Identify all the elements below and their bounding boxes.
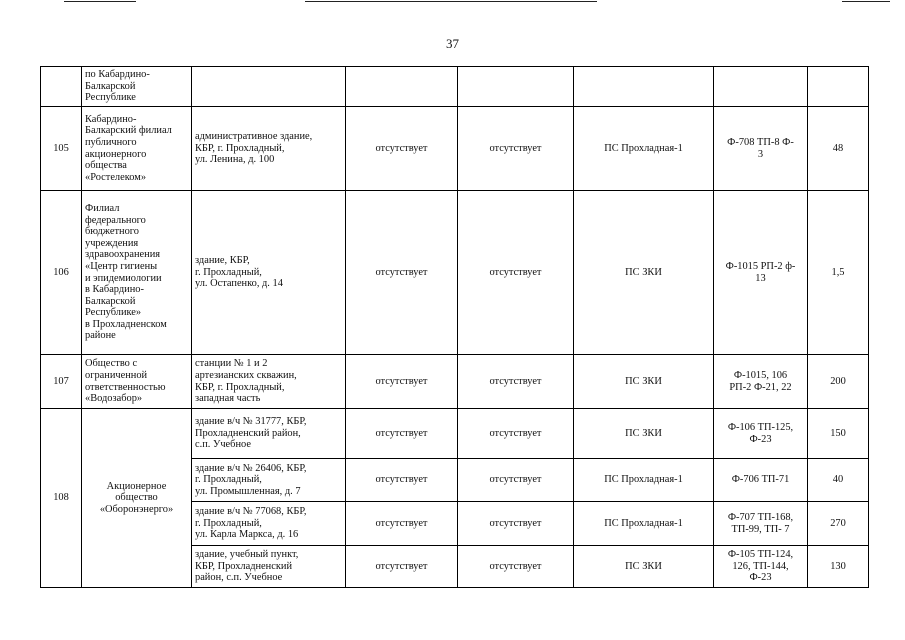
cell-address bbox=[192, 355, 346, 409]
cell-number-text: 105 bbox=[53, 142, 69, 154]
cell-address-text: станции № 1 и 2 артезианских скважин, КБР, г. Прохладный, западная часть bbox=[195, 358, 297, 405]
cell-value-text: 150 bbox=[830, 427, 846, 439]
cell-status-2 bbox=[458, 409, 574, 459]
cell-organization-text: Кабардино- Балкарский филиал публичного акционерного общества «Ростелеком» bbox=[85, 113, 172, 183]
cell-status-1 bbox=[346, 546, 458, 588]
cell-address-text: здание в/ч № 31777, КБР, Прохладненский район, с.п. Учебное bbox=[195, 416, 307, 451]
cell-address bbox=[192, 502, 346, 546]
cell-address bbox=[192, 67, 346, 107]
cell-status-2 bbox=[458, 355, 574, 409]
cell-substation bbox=[574, 107, 714, 191]
table-row bbox=[41, 67, 869, 107]
cell-address bbox=[192, 191, 346, 355]
top-rule-right bbox=[842, 1, 890, 2]
cell-value-text: 130 bbox=[830, 560, 846, 572]
cell-feeder-text: Ф-105 ТП-124, 126, ТП-144, Ф-23 bbox=[727, 549, 794, 584]
cell-address-text: здание в/ч № 77068, КБР, г. Прохладный, ул. Карла Маркса, д. 16 bbox=[195, 506, 307, 541]
cell-value bbox=[808, 107, 869, 191]
cell-status-2-text: отсутствует bbox=[489, 427, 542, 439]
cell-number bbox=[41, 409, 82, 588]
cell-substation-text: ПС ЗКИ bbox=[625, 427, 662, 439]
cell-status-1 bbox=[346, 502, 458, 546]
cell-status-1-text: отсутствует bbox=[375, 142, 428, 154]
cell-feeder bbox=[714, 459, 808, 502]
cell-status-1 bbox=[346, 409, 458, 459]
cell-number bbox=[41, 67, 82, 107]
cell-substation bbox=[574, 546, 714, 588]
cell-value bbox=[808, 502, 869, 546]
cell-substation bbox=[574, 409, 714, 459]
cell-value-text: 1,5 bbox=[831, 266, 845, 278]
cell-status-2 bbox=[458, 191, 574, 355]
cell-substation bbox=[574, 67, 714, 107]
cell-address-text: здание в/ч № 26406, КБР, г. Прохладный, ул. Промышленная, д. 7 bbox=[195, 462, 307, 497]
cell-substation bbox=[574, 355, 714, 409]
cell-feeder bbox=[714, 355, 808, 409]
page-number: 37 bbox=[446, 36, 459, 51]
cell-status-1-text: отсутствует bbox=[375, 517, 428, 529]
cell-number bbox=[41, 355, 82, 409]
cell-substation bbox=[574, 459, 714, 502]
cell-substation bbox=[574, 191, 714, 355]
cell-address bbox=[192, 546, 346, 588]
cell-value-text: 40 bbox=[832, 474, 844, 486]
cell-status-1 bbox=[346, 191, 458, 355]
cell-organization-text: по Кабардино- Балкарской Республике bbox=[85, 69, 150, 104]
cell-feeder bbox=[714, 546, 808, 588]
cell-substation-text: ПС ЗКИ bbox=[625, 266, 662, 278]
cell-status-1-text: отсутствует bbox=[375, 560, 428, 572]
table-row bbox=[41, 355, 869, 409]
cell-status-2-text: отсутствует bbox=[489, 560, 542, 572]
cell-feeder bbox=[714, 409, 808, 459]
cell-status-1 bbox=[346, 355, 458, 409]
cell-substation-text: ПС ЗКИ bbox=[625, 375, 662, 387]
cell-address bbox=[192, 107, 346, 191]
cell-status-1 bbox=[346, 459, 458, 502]
top-rule-center bbox=[305, 1, 597, 2]
cell-substation-text: ПС ЗКИ bbox=[625, 560, 662, 572]
cell-substation-text: ПС Прохладная-1 bbox=[604, 142, 683, 154]
objects-table bbox=[40, 66, 869, 588]
cell-feeder-text: Ф-707 ТП-168, ТП-99, ТП- 7 bbox=[727, 511, 794, 535]
cell-feeder-text: Ф-708 ТП-8 Ф- 3 bbox=[727, 136, 794, 160]
cell-feeder bbox=[714, 67, 808, 107]
cell-address bbox=[192, 459, 346, 502]
cell-feeder bbox=[714, 502, 808, 546]
cell-value bbox=[808, 409, 869, 459]
cell-number bbox=[41, 191, 82, 355]
cell-status-2 bbox=[458, 67, 574, 107]
top-rule-left bbox=[64, 1, 136, 2]
cell-value bbox=[808, 67, 869, 107]
cell-organization-text: Филиал федерального бюджетного учреждения здравоохранения «Центр гигиены и эпидемиологии в Кабардино- Балкарской Республике» в Прохладненском районе bbox=[85, 202, 167, 342]
cell-substation-text: ПС Прохладная-1 bbox=[604, 474, 683, 486]
table-row bbox=[41, 191, 869, 355]
table-body bbox=[41, 67, 869, 588]
cell-value-text: 200 bbox=[830, 375, 846, 387]
cell-organization-text: Общество с ограниченной ответственностью «Водозабор» bbox=[85, 358, 166, 405]
cell-value bbox=[808, 546, 869, 588]
cell-substation bbox=[574, 502, 714, 546]
cell-status-2 bbox=[458, 459, 574, 502]
cell-address-text: административное здание, КБР, г. Прохладный, ул. Ленина, д. 100 bbox=[195, 131, 313, 166]
cell-number-text: 108 bbox=[53, 492, 69, 504]
cell-status-1-text: отсутствует bbox=[375, 427, 428, 439]
cell-address-text: здание, КБР, г. Прохладный, ул. Остапенко, д. 14 bbox=[195, 255, 283, 290]
cell-feeder-text: Ф-106 ТП-125, Ф-23 bbox=[727, 421, 794, 445]
cell-value-text: 270 bbox=[830, 517, 846, 529]
cell-number bbox=[41, 107, 82, 191]
cell-status-2 bbox=[458, 107, 574, 191]
cell-status-2-text: отсутствует bbox=[489, 375, 542, 387]
cell-status-2 bbox=[458, 546, 574, 588]
cell-substation-text: ПС Прохладная-1 bbox=[604, 517, 683, 529]
cell-value bbox=[808, 191, 869, 355]
cell-status-1-text: отсутствует bbox=[375, 474, 428, 486]
table-row bbox=[41, 107, 869, 191]
cell-address-text: здание, учебный пункт, КБР, Прохладненский район, с.п. Учебное bbox=[195, 549, 299, 584]
table-row bbox=[41, 409, 869, 459]
cell-organization bbox=[82, 107, 192, 191]
cell-feeder-text: Ф-1015, 106 РП-2 Ф-21, 22 bbox=[729, 369, 792, 393]
cell-number-text: 106 bbox=[53, 266, 69, 278]
cell-status-1 bbox=[346, 67, 458, 107]
cell-status-1-text: отсутствует bbox=[375, 375, 428, 387]
cell-feeder-text: Ф-706 ТП-71 bbox=[731, 474, 790, 486]
cell-address bbox=[192, 409, 346, 459]
cell-status-1 bbox=[346, 107, 458, 191]
cell-organization-text: Акционерное общество «Оборонэнерго» bbox=[99, 480, 174, 515]
cell-feeder bbox=[714, 191, 808, 355]
cell-status-2-text: отсутствует bbox=[489, 517, 542, 529]
cell-feeder-text: Ф-1015 РП-2 ф- 13 bbox=[725, 260, 796, 284]
cell-status-2 bbox=[458, 502, 574, 546]
cell-organization bbox=[82, 67, 192, 107]
cell-status-2-text: отсутствует bbox=[489, 266, 542, 278]
cell-organization bbox=[82, 191, 192, 355]
cell-value bbox=[808, 355, 869, 409]
cell-status-2-text: отсутствует bbox=[489, 474, 542, 486]
cell-status-1-text: отсутствует bbox=[375, 266, 428, 278]
cell-value bbox=[808, 459, 869, 502]
cell-organization bbox=[82, 409, 192, 588]
cell-organization bbox=[82, 355, 192, 409]
cell-value-text: 48 bbox=[832, 142, 844, 154]
cell-status-2-text: отсутствует bbox=[489, 142, 542, 154]
cell-feeder bbox=[714, 107, 808, 191]
cell-number-text: 107 bbox=[53, 375, 69, 387]
